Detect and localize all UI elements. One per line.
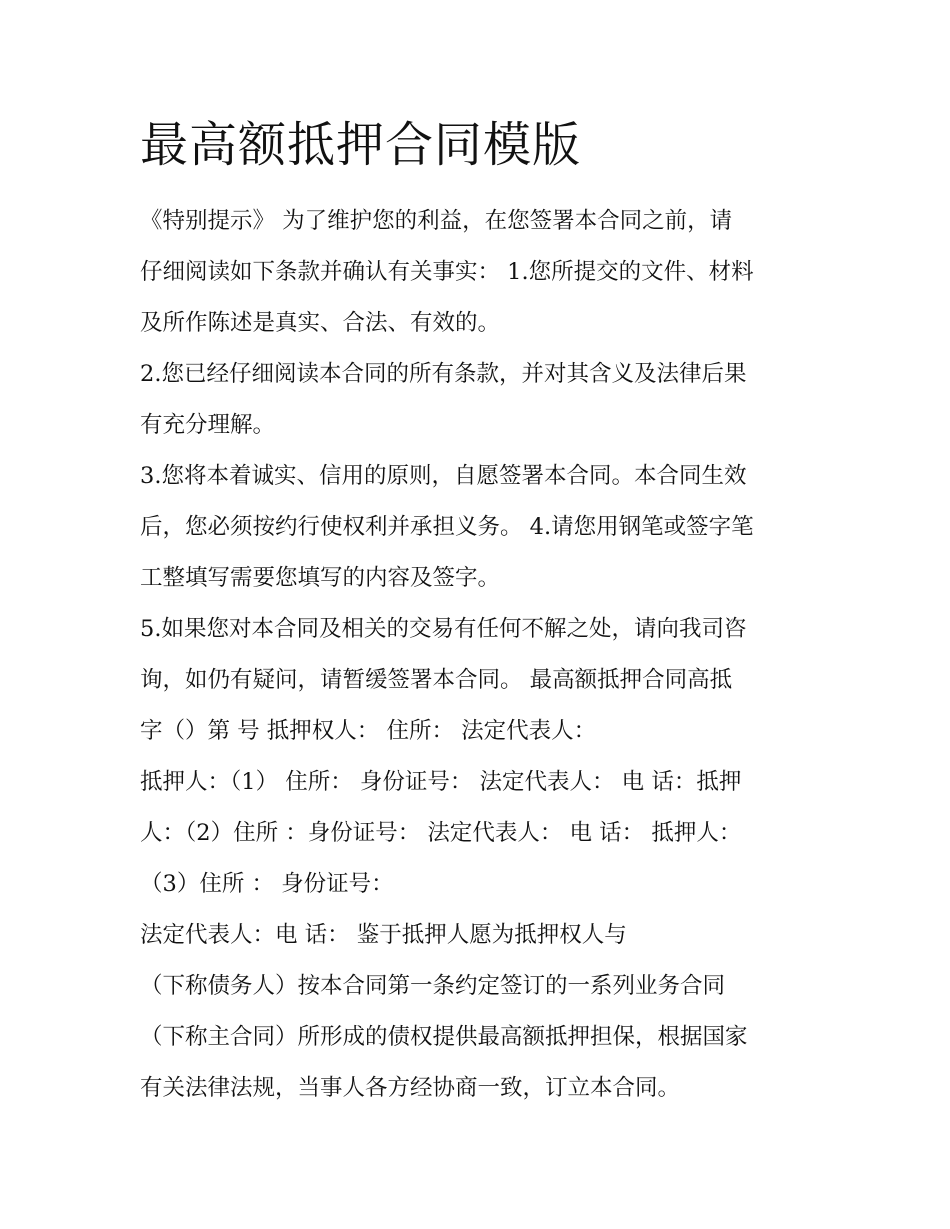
text-line: 有充分理解。 xyxy=(140,412,276,438)
text-line: 2.您已经仔细阅读本合同的所有条款，并对其含义及法律后果 xyxy=(140,361,747,387)
text-line: 3.您将本着诚实、信用的原则，自愿签署本合同。本合同生效 xyxy=(140,463,747,489)
text-line: 字（）第 号 抵押权人： 住所： 法定代表人： xyxy=(140,718,597,744)
text-line: 有关法律法规，当事人各方经协商一致，订立本合同。 xyxy=(140,1075,681,1101)
text-line: 5.如果您对本合同及相关的交易有任何不解之处，请向我司咨 xyxy=(140,616,747,642)
text-line: （下称主合同）所形成的债权提供最高额抵押担保，根据国家 xyxy=(140,1024,748,1050)
text-line: （3）住所 ： 身份证号： xyxy=(140,871,394,897)
text-line: 《特别提示》 为了维护您的利益，在您签署本合同之前，请 xyxy=(140,208,733,234)
text-line: 仔细阅读如下条款并确认有关事实： 1.您所提交的文件、材料 xyxy=(140,259,754,285)
document-title: 最高额抵押合同模版 xyxy=(140,117,582,173)
text-line: （下称债务人）按本合同第一条约定签订的一系列业务合同 xyxy=(140,973,726,999)
text-line: 工整填写需要您填写的内容及签字。 xyxy=(140,565,501,591)
text-line: 人：（2）住所 ：身份证号： 法定代表人： 电 话： 抵押人： xyxy=(140,820,742,846)
text-line: 法定代表人：电 话： 鉴于抵押人愿为抵押权人与 xyxy=(140,922,627,948)
text-line: 及所作陈述是真实、合法、有效的。 xyxy=(140,310,501,336)
text-line: 抵押人：（1） 住所： 身份证号： 法定代表人： 电 话：抵押 xyxy=(140,769,742,795)
text-line: 询，如仍有疑问，请暂缓签署本合同。 最高额抵押合同高抵 xyxy=(140,667,733,693)
text-line: 后，您必须按约行使权利并承担义务。 4.请您用钢笔或签字笔 xyxy=(140,514,754,540)
